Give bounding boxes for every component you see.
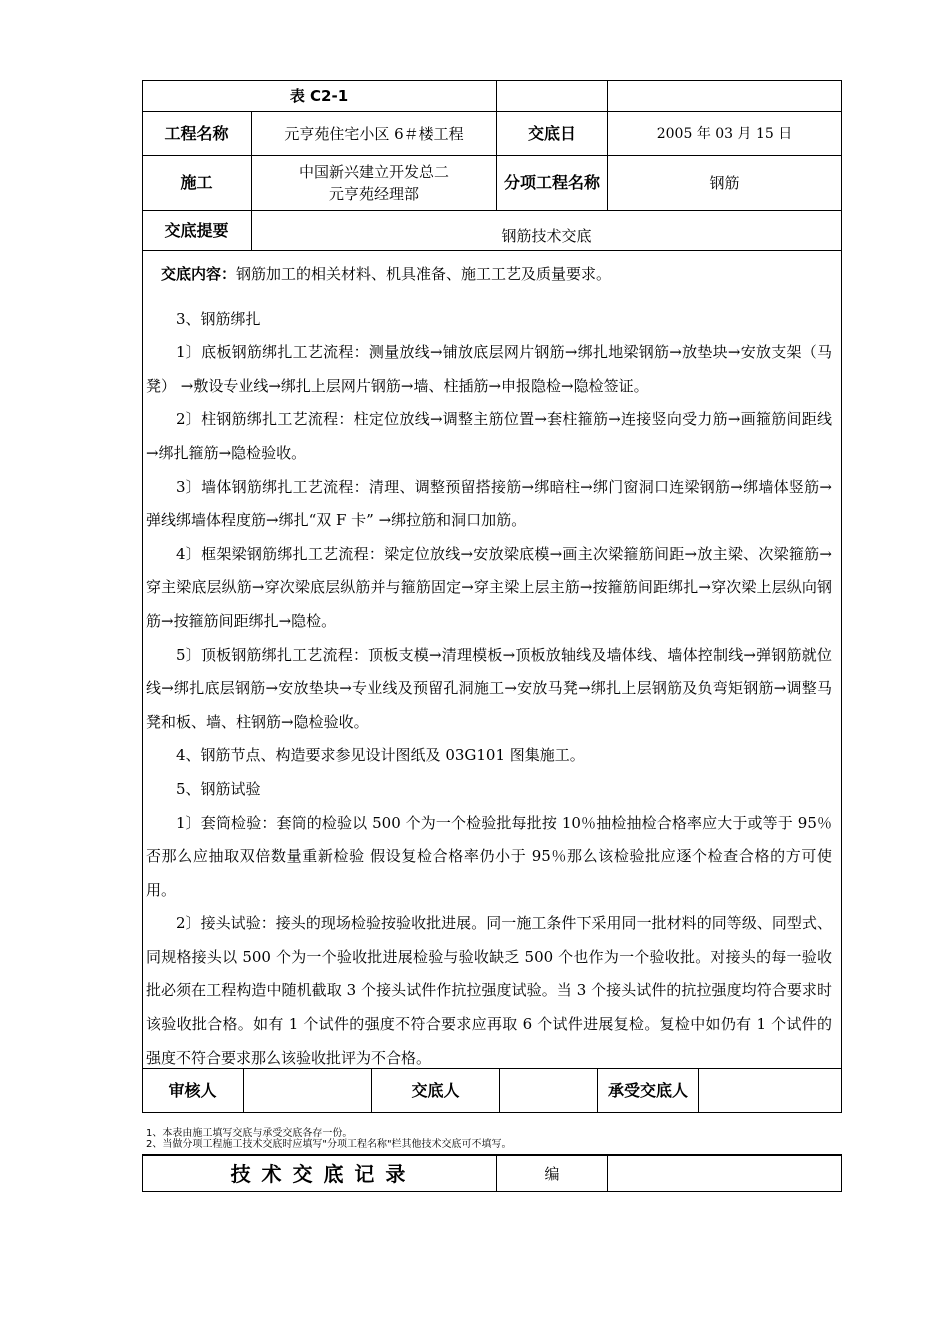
summary-label: 交底提要: [164, 220, 229, 240]
receiver-label: 承受交底人: [607, 1080, 688, 1100]
footnote: 2、当做分项工程施工技术交底时应填写"分项工程名称"栏其他技术交底可不填写。: [146, 1139, 512, 1150]
construction-label: 施工: [180, 173, 213, 192]
next-table-code-label: 编: [544, 1164, 560, 1183]
construction-unit-line1: 中国新兴建立开发总二: [298, 163, 449, 181]
construction-unit: [252, 156, 496, 210]
footnote: 1、本表由施工填写交底与承受交底各存一份。: [146, 1128, 353, 1139]
table-line: [142, 1112, 842, 1113]
receiver-value[interactable]: [699, 1069, 841, 1112]
reviewer-value[interactable]: [244, 1069, 371, 1112]
sub-project-label: 分项工程名称: [503, 173, 600, 192]
project-name-label: 工程名称: [164, 123, 229, 143]
form-number: 表 C2-1: [289, 87, 349, 105]
next-table-title: 技 术 交 底 记 录: [230, 1161, 408, 1186]
project-name-value: 元亨苑住宅小区 6＃楼工程: [284, 124, 464, 143]
content-intro: [146, 258, 832, 292]
content-intro-text: 钢筋加工的相关材料、机具准备、施工工艺及质量要求。: [236, 265, 612, 283]
content-paragraph: 2〕接头试验：接头的现场检验按验收批进展。同一施工条件下采用同一批材料的同等级、同型式、同规格接头以 500 个为一个验收批进展检验与验收缺乏 500 个也作为一个验收批。对接头的每一验收批必须在工程构造中随机截取 3 个接头试件作抗拉强度试验。当 3 个接头试件的抗拉强度均符合要求时该验收批合格。如有 1 个试件的强度不符合要求应再取 6 个试件进展复检。复检中如仍有 1 个试件的强度不符合要求那么该验收批评为不合格。: [146, 914, 832, 1067]
reviewer-label: 审核人: [168, 1080, 217, 1100]
sub-project-value: 钢筋: [709, 174, 740, 192]
discloser-value[interactable]: [500, 1069, 597, 1112]
next-table-code-value[interactable]: [608, 1156, 841, 1191]
content-paragraph: 4、钢筋节点、构造要求参见设计图纸及 03G101 图集施工。: [176, 746, 585, 765]
construction-unit-line2: 元亨苑经理部: [328, 185, 419, 203]
discloser-label: 交底人: [411, 1080, 460, 1100]
date-value: 2005 年 03 月 15 日: [656, 125, 793, 142]
table-border-right: [841, 80, 842, 1113]
content-paragraph: 1〕套筒检验：套筒的检验以 500 个为一个检验批每批按 10％抽检抽检合格率应大于或等于 95％否那么应抽取双倍数量重新检验 假设复检合格率仍小于 95％那么该检验批应逐个检查合格的方可使用。: [146, 813, 832, 899]
table-line: [841, 1154, 842, 1192]
content-paragraph: 2〕柱钢筋绑扎工艺流程：柱定位放线→调整主筋位置→套柱箍筋→连接竖向受力筋→画箍筋间距线→绑扎箍筋→隐检验收。: [146, 410, 832, 462]
content-paragraph: 1〕底板钢筋绑扎工艺流程：测量放线→铺放底层网片钢筋→绑扎地梁钢筋→放垫块→安放支架（马凳） →敷设专业线→绑扎上层网片钢筋→墙、柱插筋→申报隐检→隐检签证。: [146, 343, 832, 395]
content-paragraph: 4〕框架梁钢筋绑扎工艺流程：梁定位放线→安放梁底模→画主次梁箍筋间距→放主梁、次梁箍筋→穿主梁底层纵筋→穿次梁底层纵筋并与箍筋固定→穿主梁上层主筋→按箍筋间距绑扎→穿次梁上层纵向钢筋→按箍筋间距绑扎→隐检。: [146, 544, 832, 630]
content-paragraph: 5、钢筋试验: [176, 779, 261, 798]
summary-value: 钢筋技术交底: [501, 226, 592, 245]
content-intro-label: 交底内容：: [161, 265, 237, 283]
date-label: 交底日: [527, 123, 576, 143]
content-paragraph: 3、钢筋绑扎: [176, 309, 261, 328]
table-line: [142, 1191, 842, 1192]
table-line: [142, 250, 842, 251]
content-paragraph: 3〕墙体钢筋绑扎工艺流程：清理、调整预留搭接筋→绑暗柱→绑门窗洞口连梁钢筋→绑墙体竖筋→弹线绑墙体程度筋→绑扎“双 F 卡” →绑拉筋和洞口加筋。: [146, 477, 832, 530]
content-paragraph: 5〕顶板钢筋绑扎工艺流程：顶板支模→清理模板→顶板放轴线及墙体线、墙体控制线→弹钢筋就位线→绑扎底层钢筋→安放垫块→专业线及预留孔洞施工→安放马凳→绑扎上层钢筋及负弯矩钢筋→调整马凳和板、墙、柱钢筋→隐检验收。: [146, 645, 832, 731]
disclosure-content: [146, 258, 832, 1075]
